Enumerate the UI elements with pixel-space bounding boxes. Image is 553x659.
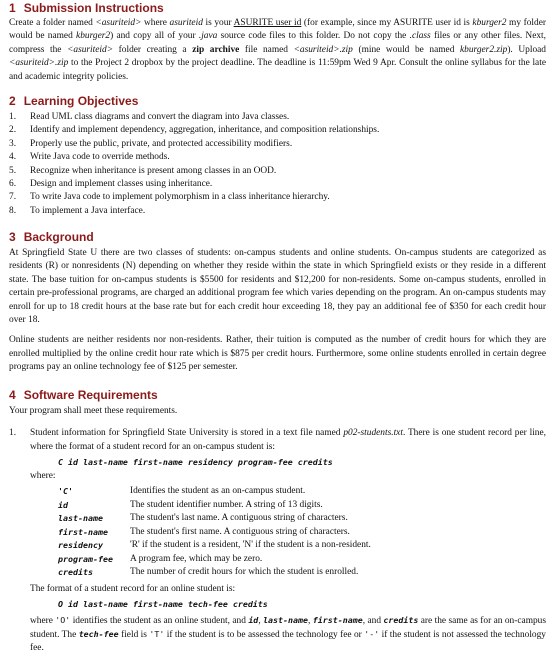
section-heading: 1 Submission Instructions [9,1,164,15]
list-item: 8. To implement a Java interface. [9,205,146,216]
asurite-link[interactable]: ASURITE user id [233,18,302,28]
list-item: 1. Read UML class diagrams and convert the diagram into Java classes. [9,112,290,122]
table-row: 'C' Identifies the student as an on-campus student. [58,486,306,497]
section-heading: 2 Learning Objectives [9,94,139,108]
oncampus-format: C id last-name first-name residency program-fee credits [58,457,333,468]
section-submission [9,0,546,84]
section-background [9,229,546,375]
background-paragraph-2: Online students are neither residents nor non-residents. Rather, their tuition is computed as the number of credit hours for which they are enrolled multiplied by the online credit hour rate which is $875 per credit hours. Furthermore, some online students enrolled in certain degree programs pay an online technology fee of $125 per semester. [9,335,546,373]
submission-paragraph: Create a folder named <asuriteid> where asuriteid is your ASURITE user id (for example, since my ASURITE user id is kburger2 my folder would be named kburger2) and copy all of your .java source code files to this folder. Do not copy the .class files or any other files. Next, compress the <asuriteid> folder creating a zip archive file named <asuriteid>.zip (mine would be named kburger2.zip). Upload <asuriteid>.zip to the Project 2 dropbox by the project deadline. The deadline is 11:59pm Wed 9 Apr. Consult the online syllabus for the late and academic integrity policies. [9,18,547,82]
list-item: 4. Write Java code to override methods. [9,152,170,163]
online-where-text: where 'O' identifies the student as an online student, and id, last-name, first-name, and credits are the same as for an on-campus student. The tech-fee field is 'T' if the student is to be assessed the technology fee or '-' if the student is not assessed the technology fee. [30,614,547,654]
section-objectives [9,93,546,218]
section-heading: 3 Background [9,230,94,244]
requirement-text: Student information for Springfield State University is stored in a text file named p02-students.txt. There is one student record per line, where the format of a student record for an on-campus student is: [30,428,546,452]
table-row: residency 'R' if the student is a resident, 'N' if the student is a non-resident. [58,540,371,551]
objectives-list [9,111,546,218]
table-row: last-name The student's last name. A contiguous string of characters. [58,513,348,524]
section-requirements [9,387,546,656]
table-row: credits The number of credit hours for which the student is enrolled. [58,567,359,578]
table-row: first-name The student's first name. A contiguous string of characters. [58,526,350,537]
online-format: O id last-name first-name tech-fee credits [58,599,268,610]
requirements-intro: Your program shall meet these requirements. [9,406,178,416]
list-item: 2. Identify and implement dependency, aggregation, inheritance, and composition relationships. [9,125,380,136]
table-row: program-fee A program fee, which may be zero. [58,553,263,564]
list-item: 5. Recognize when inheritance is present among classes in an OOD. [9,165,277,176]
table-row: id The student identifier number. A string of 13 digits. [58,499,323,510]
section-heading: 4 Software Requirements [9,388,158,402]
list-item: 3. Properly use the public, private, and protected accessibility modifiers. [9,138,293,149]
field-definitions [58,485,371,580]
background-paragraph-1: At Springfield State U there are two classes of students: on-campus students and online students. On-campus students are categorized as residents (R) or nonresidents (N) depending on whether they reside within the state in which Springfield exists or they reside in a different state. The base tuition for on-campus students is $5500 for residents and $12,200 for non-residents. Some on-campus students, enrolled in certain pre-professional programs, are charged an additional program fee which varies depending on the program. An on-campus students may enroll for up to 18 credit hours at the base rate but for each credit hour exceeding 18, they pay an additional fee of $350 for each credit hour over 18. [9,248,546,326]
online-format-intro: The format of a student record for an online student is: [30,583,236,594]
students-file-name: p02-students.txt [343,428,403,439]
where-label: where: [30,470,56,481]
requirement-1: 1. Student information for Springfield State University is stored in a text file named p02-students.txt. There is one student record per line, where the format of a student record for an on-campus student is: C id last-name first-name residency program-fee credits where: 'C' Identifies the student as an on-campus student. id The student identifier number. A string of 13 digits. last-name The student's last name. A contiguous string of characters. first-name The student's first name. A contiguous string of characters. residency 'R' if the student is a resident, 'N' if the student is a non-resident. program-fee A program fee, which may be zero. credits The number of credit hours for which the student is enrolled. The format of a student record for an online student is: O id last-name first-name tech-fee credits where 'O' identifies the student as an online student, and id, last-name, first-name, and credits are the same as for an on-campus student. The tech-fee field is 'T' if the student is to be assessed the technology fee or '-' if the student is not assessed the technology fee. [9,427,546,655]
list-item: 6. Design and implement classes using inheritance. [9,178,213,189]
list-item: 7. To write Java code to implement polymorphism in a class inheritance hierarchy. [9,192,330,203]
